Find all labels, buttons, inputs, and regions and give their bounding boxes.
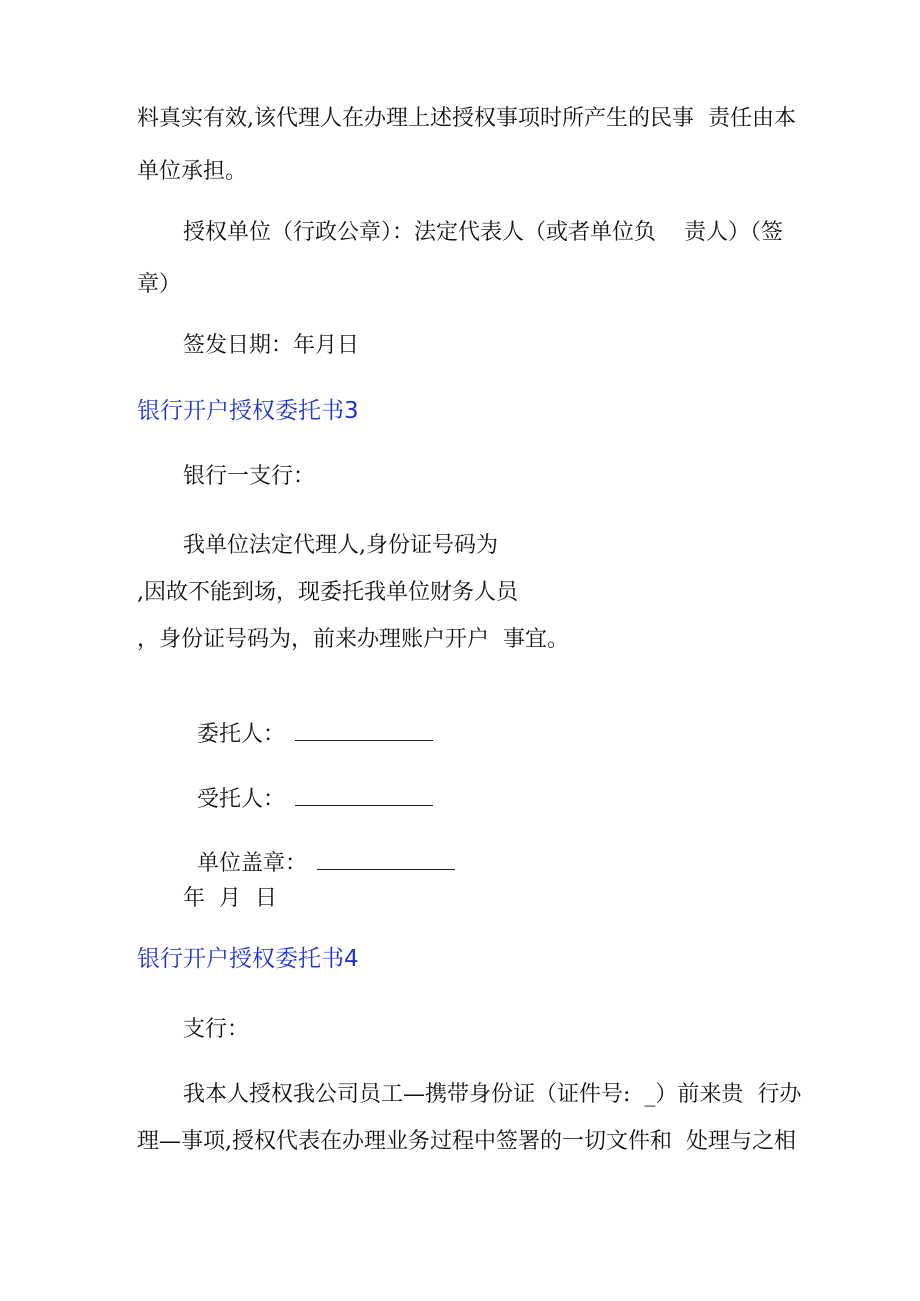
addressee-4: 支行： (183, 1017, 250, 1042)
body-4-line-2: 理—事项,授权代表在办理业务过程中签署的一切文件和 处理与之相 (137, 1129, 796, 1154)
addressee-3: 银行一支行： (183, 464, 316, 489)
date-line-3: 年 月 日 (183, 886, 277, 911)
section-heading-3: 银行开户授权委托书3 (137, 398, 359, 424)
agent-blank (295, 787, 433, 806)
agent-label: 受托人： (197, 787, 286, 812)
principal-label: 委托人： (197, 722, 286, 747)
principal-blank (295, 722, 433, 741)
body-3-line-1: 我单位法定代理人,身份证号码为 (183, 533, 498, 558)
paragraph-2-line-1: 授权单位（行政公章）：法定代表人（或者单位负 责人）（签 (183, 220, 783, 245)
paragraph-1-line-2: 单位承担。 (137, 159, 248, 184)
section-heading-4: 银行开户授权委托书4 (137, 946, 359, 972)
agent-line (183, 755, 433, 815)
seal-blank (317, 851, 455, 870)
seal-line (183, 819, 455, 879)
body-3-line-3: ，身份证号码为，前来办理账户开户 事宜。 (137, 627, 569, 652)
paragraph-1-line-1: 料真实有效,该代理人在办理上述授权事项时所产生的民事 责任由本 (137, 106, 796, 131)
principal-line (183, 690, 433, 750)
issue-date-line: 签发日期：年月日 (183, 333, 360, 358)
body-3-line-2: ,因故不能到场，现委托我单位财务人员 (137, 580, 518, 605)
seal-label: 单位盖章： (197, 851, 308, 876)
body-4-line-1: 我本人授权我公司员工—携带身份证（证件号: _）前来贵 行办 (183, 1082, 802, 1107)
paragraph-2-line-2: 章） (137, 272, 182, 297)
